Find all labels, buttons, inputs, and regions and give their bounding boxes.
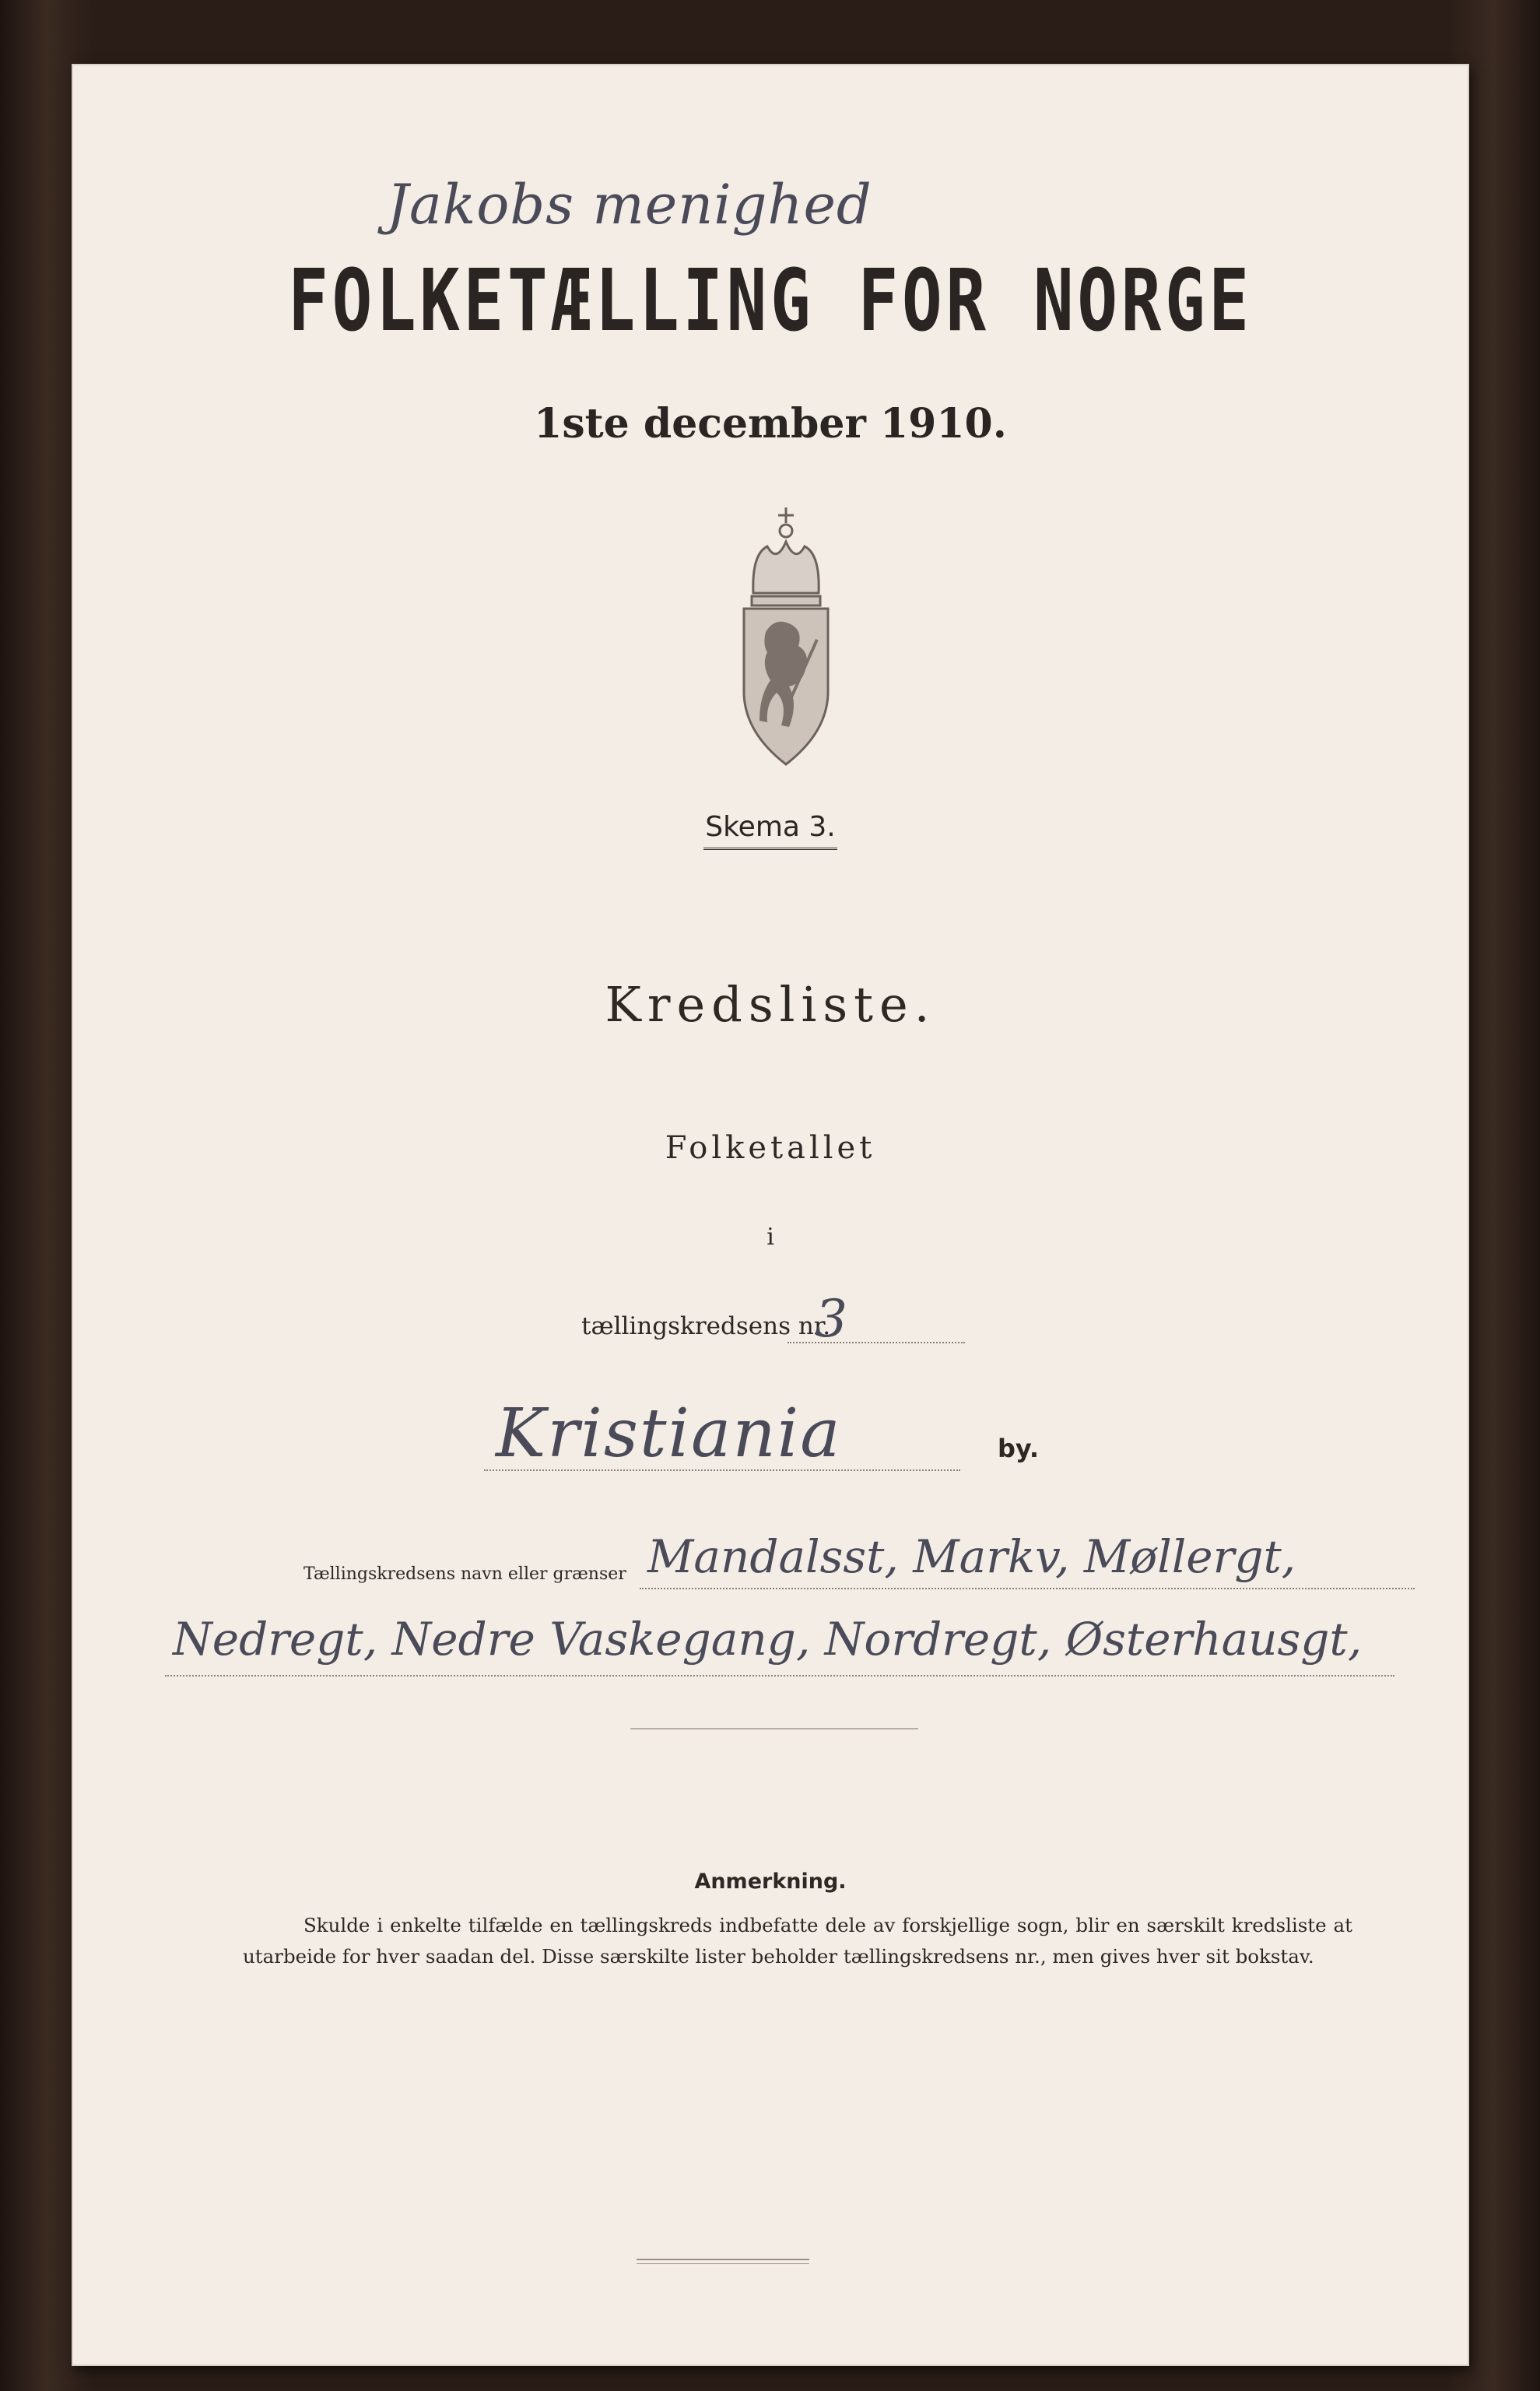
connector-word: i (766, 1224, 774, 1251)
boundaries-line1-handwritten: Mandalsst, Markv, Møllergt, (647, 1530, 1296, 1583)
note-heading: Anmerkning. (694, 1870, 847, 1894)
note-body (243, 1910, 1352, 1972)
census-form-sheet (72, 64, 1469, 2366)
end-rule (637, 2259, 809, 2260)
norwegian-coat-of-arms-icon (731, 500, 840, 780)
form-title: FOLKETÆLLING FOR NORGE (288, 251, 1253, 350)
form-subtitle: Folketallet (665, 1130, 876, 1166)
boundaries-line2-handwritten: Nedregt, Nedre Vaskegang, Nordregt, Østerhausgt, (173, 1613, 1363, 1666)
boundaries-dotted-line-2 (165, 1675, 1394, 1677)
district-number-row (72, 1289, 1469, 1356)
city-row (72, 1395, 1469, 1488)
city-dotted-line (484, 1469, 960, 1471)
district-number-label: tællingskredsens nr. (581, 1312, 831, 1340)
boundaries-dotted-line-1 (640, 1588, 1415, 1589)
list-title: Kredsliste. (605, 976, 936, 1033)
city-suffix: by. (998, 1434, 1039, 1463)
parish-name-handwritten: Jakobs menighed (387, 173, 872, 237)
schema-number: Skema 3. (72, 811, 1469, 843)
city-name-handwritten: Kristiania (496, 1395, 842, 1473)
note-body-text: Skulde i enkelte tilfælde en tællingskreds indbefatte dele av forskjellige sogn, blir en særskilt kredsliste at utarbeide for hver saadan del. Disse særskilte lister beholder tællingskredsens nr., men gives hver sit bokstav. (243, 1914, 1352, 1968)
census-date: 1ste december 1910. (534, 400, 1007, 448)
section-divider (630, 1728, 918, 1729)
end-rule-secondary (637, 2263, 809, 2264)
district-number-handwritten: 3 (815, 1289, 847, 1349)
boundaries-label: Tællingskredsens navn eller grænser (303, 1564, 626, 1584)
